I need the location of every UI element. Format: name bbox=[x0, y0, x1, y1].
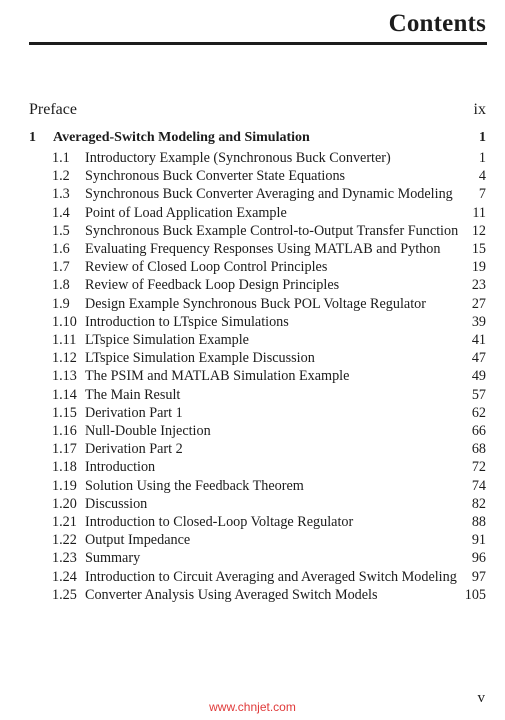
section-page: 68 bbox=[471, 441, 486, 458]
toc-section-entry[interactable] bbox=[29, 477, 486, 495]
section-title: Review of Feedback Loop Design Principles bbox=[85, 277, 340, 294]
section-number: 1.10 bbox=[52, 313, 77, 330]
section-title: LTspice Simulation Example bbox=[85, 332, 249, 349]
section-page: 49 bbox=[471, 368, 486, 385]
section-title: Summary bbox=[85, 550, 141, 567]
section-title: Synchronous Buck Converter Averaging and Dynamic Modeling bbox=[85, 186, 453, 203]
section-page: 4 bbox=[478, 168, 486, 185]
toc-section-list bbox=[29, 149, 486, 604]
section-number: 1.22 bbox=[52, 532, 77, 549]
section-title: Introduction to LTspice Simulations bbox=[85, 313, 289, 330]
section-number: 1.14 bbox=[52, 386, 77, 403]
section-page: 39 bbox=[471, 313, 486, 330]
toc-chapter-entry[interactable] bbox=[29, 130, 486, 146]
section-title: Null-Double Injection bbox=[85, 423, 211, 440]
toc-section-entry[interactable] bbox=[29, 222, 486, 240]
toc-section-entry[interactable] bbox=[29, 313, 486, 331]
toc-section-entry[interactable] bbox=[29, 331, 486, 349]
section-page: 23 bbox=[471, 277, 486, 294]
chapter-page: 1 bbox=[479, 130, 486, 145]
section-page: 88 bbox=[471, 514, 486, 531]
section-number: 1.18 bbox=[52, 459, 77, 476]
section-title: Introduction bbox=[85, 459, 156, 476]
section-title: Converter Analysis Using Averaged Switch Models bbox=[85, 586, 378, 603]
section-number: 1.15 bbox=[52, 404, 77, 421]
section-title: Introduction to Circuit Averaging and Averaged Switch Modeling bbox=[85, 568, 457, 585]
toc-section-entry[interactable] bbox=[29, 513, 486, 531]
toc-section-entry[interactable] bbox=[29, 367, 486, 385]
preface-title: Preface bbox=[29, 101, 77, 118]
section-page: 97 bbox=[471, 568, 486, 585]
section-page: 96 bbox=[471, 550, 486, 567]
toc-section-entry[interactable] bbox=[29, 568, 486, 586]
section-number: 1.4 bbox=[52, 204, 70, 221]
section-page: 7 bbox=[478, 186, 486, 203]
section-number: 1.12 bbox=[52, 350, 77, 367]
section-number: 1.25 bbox=[52, 586, 77, 603]
toc-section-entry[interactable] bbox=[29, 185, 486, 203]
section-page: 41 bbox=[471, 332, 486, 349]
section-title: Solution Using the Feedback Theorem bbox=[85, 477, 304, 494]
section-number: 1.8 bbox=[52, 277, 70, 294]
section-title: Discussion bbox=[85, 495, 148, 512]
section-number: 1.3 bbox=[52, 186, 70, 203]
toc-section-entry[interactable] bbox=[29, 167, 486, 185]
section-page: 1 bbox=[478, 150, 486, 166]
chapter-number: 1 bbox=[29, 130, 36, 145]
toc-section-entry[interactable] bbox=[29, 276, 486, 294]
watermark: www.chnjet.com bbox=[209, 700, 296, 714]
toc-section-entry[interactable] bbox=[29, 258, 486, 276]
section-number: 1.6 bbox=[52, 241, 70, 258]
toc-section-entry[interactable] bbox=[29, 422, 486, 440]
section-title: The Main Result bbox=[85, 386, 181, 403]
section-number: 1.17 bbox=[52, 441, 77, 458]
section-page: 62 bbox=[471, 404, 486, 421]
section-number: 1.1 bbox=[52, 150, 70, 166]
section-number: 1.7 bbox=[52, 259, 70, 276]
section-number: 1.11 bbox=[52, 332, 77, 349]
section-title: The PSIM and MATLAB Simulation Example bbox=[85, 368, 350, 385]
chapter-title: Averaged-Switch Modeling and Simulation bbox=[53, 130, 310, 145]
page-title: Contents bbox=[388, 10, 486, 37]
section-number: 1.21 bbox=[52, 514, 77, 531]
section-number: 1.13 bbox=[52, 368, 77, 385]
section-number: 1.20 bbox=[52, 495, 77, 512]
section-title: LTspice Simulation Example Discussion bbox=[85, 350, 315, 367]
section-title: Evaluating Frequency Responses Using MATLAB and Python bbox=[85, 241, 441, 258]
section-number: 1.5 bbox=[52, 222, 70, 239]
section-number: 1.2 bbox=[52, 168, 70, 185]
toc-section-entry[interactable] bbox=[29, 240, 486, 258]
section-page: 11 bbox=[472, 204, 486, 221]
toc-section-entry[interactable] bbox=[29, 149, 486, 167]
section-title: Output Impedance bbox=[85, 532, 191, 549]
section-title: Introductory Example (Synchronous Buck Converter) bbox=[85, 150, 391, 166]
section-number: 1.19 bbox=[52, 477, 77, 494]
section-page: 66 bbox=[471, 423, 486, 440]
section-page: 12 bbox=[471, 222, 486, 239]
title-rule bbox=[29, 42, 487, 45]
toc-section-entry[interactable] bbox=[29, 531, 486, 549]
page-number: v bbox=[477, 690, 485, 706]
section-page: 105 bbox=[464, 586, 486, 603]
section-page: 47 bbox=[471, 350, 486, 367]
toc-section-entry[interactable] bbox=[29, 586, 486, 604]
toc-section-entry[interactable] bbox=[29, 495, 486, 513]
toc-section-entry[interactable] bbox=[29, 295, 486, 313]
toc-section-entry[interactable] bbox=[29, 386, 486, 404]
section-page: 19 bbox=[471, 259, 486, 276]
toc-section-entry[interactable] bbox=[29, 458, 486, 476]
section-title: Design Example Synchronous Buck POL Voltage Regulator bbox=[85, 295, 426, 312]
section-title: Synchronous Buck Example Control-to-Output Transfer Function bbox=[85, 222, 459, 239]
section-page: 57 bbox=[471, 386, 486, 403]
toc-section-entry[interactable] bbox=[29, 349, 486, 367]
section-title: Review of Closed Loop Control Principles bbox=[85, 259, 328, 276]
section-number: 1.9 bbox=[52, 295, 70, 312]
preface-page: ix bbox=[473, 101, 486, 118]
section-title: Point of Load Application Example bbox=[85, 204, 287, 221]
toc-preface-entry[interactable] bbox=[29, 101, 486, 119]
section-number: 1.23 bbox=[52, 550, 77, 567]
section-number: 1.24 bbox=[52, 568, 77, 585]
section-title: Introduction to Closed-Loop Voltage Regulator bbox=[85, 514, 354, 531]
section-number: 1.16 bbox=[52, 423, 77, 440]
section-page: 15 bbox=[471, 241, 486, 258]
section-page: 74 bbox=[471, 477, 486, 494]
toc-section-entry[interactable] bbox=[29, 404, 486, 422]
section-title: Derivation Part 2 bbox=[85, 441, 183, 458]
section-title: Synchronous Buck Converter State Equations bbox=[85, 168, 346, 185]
toc-section-entry[interactable] bbox=[29, 204, 486, 222]
section-page: 82 bbox=[471, 495, 486, 512]
section-title: Derivation Part 1 bbox=[85, 404, 183, 421]
section-page: 27 bbox=[471, 295, 486, 312]
toc-section-entry[interactable] bbox=[29, 440, 486, 458]
section-page: 72 bbox=[471, 459, 486, 476]
section-page: 91 bbox=[471, 532, 486, 549]
toc-section-entry[interactable] bbox=[29, 549, 486, 567]
